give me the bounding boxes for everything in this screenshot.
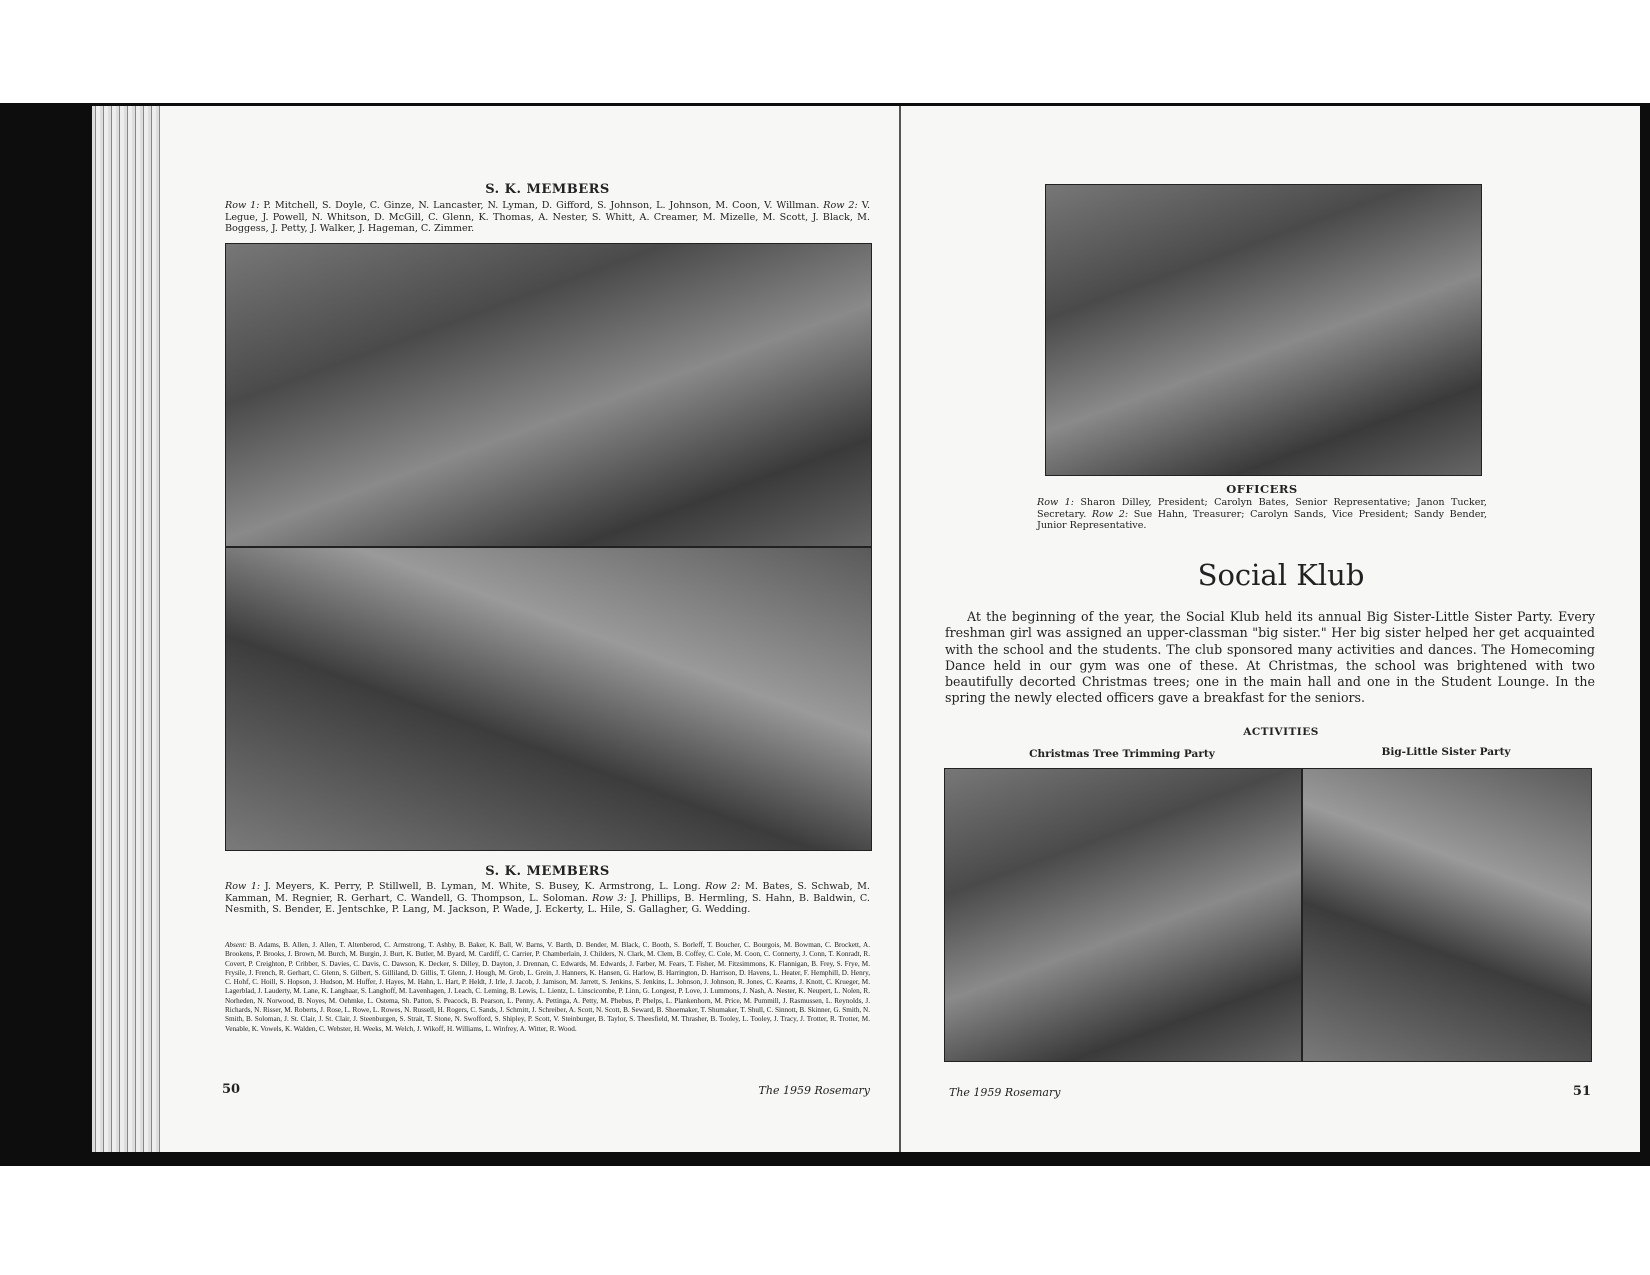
absent-label: Absent: (225, 941, 247, 949)
row-names: Sue Hahn, Treasurer; Carolyn Sands, Vice President; Sandy Bender, Junior Representative. (1037, 508, 1487, 531)
right-page (901, 106, 1640, 1152)
row-label: Row 2: (705, 881, 741, 892)
big-little-sister-photo (1302, 768, 1592, 1062)
page-number-left: 50 (222, 1082, 241, 1097)
row-label: Row 3: (592, 892, 627, 904)
absent-list (225, 941, 870, 1034)
page-number-right: 51 (1572, 1084, 1591, 1099)
members-title-1: S. K. MEMBERS (485, 182, 610, 197)
members-title-2: S. K. MEMBERS (485, 864, 610, 879)
club-description: At the beginning of the year, the Social Klub held its annual Big Sister-Little Sister Party. Every freshman girl was assigned an upper-classman "big sister." Her big sister helped her get acquainted with the school and the students. The club sponsored many activities and dances. The Homecoming Dance held in our gym was one of these. At Christmas, the school was brightened with two beautifully decorted Christmas trees; one in the main hall and one in the Student Lounge. In the spring the newly elected officers gave a breakfast for the seniors. (945, 609, 1595, 706)
absent-names: B. Adams, B. Allen, J. Allen, T. Altenberod, C. Armstrong, T. Ashby, B. Baker, K. Ball, W. Barns, V. Barth, D. Bender, M. Black, C. Booth, S. Borleff, T. Boucher, C. Bourgois, M. Bowman, C. Brockett, A. Brookens, P. Brooks, J. Brown, M. Burch, M. Burgin, J. Burt, K. Butler, M. Byard, M. Cardiff, C. Carrier, P. Chamberlain, J. Childers, N. Clark, M. Clem, B. Coffey, C. Cole, M. Coon, C. Connerty, J. Conn, T. Konradt, R. Covert, P. Creighton, P. Cribber, S. Davies, C. Davis, C. Dawson, K. Decker, S. Dilley, D. Dayton, J. Drennan, C. Edwards, M. Edwards, J. Farber, M. Fears, T. Fisher, M. Fitzsimmons, K. Flannigan, B. Frey, S. Frye, M. Frysile, J. French, R. Gerhart, C. Glenn, S. Gilbert, S. Gilliland, D. Gillis, T. Glenn, J. Hough, M. Grob, L. Grein, J. Hanners, K. Hansen, G. Harlow, B. Harrington, D. Harrison, D. Havens, L. Heater, F. Hemphill, D. Henry, C. Hohf, C. Hoill, S. Hopson, J. Hudson, M. Huffer, J. Hayes, M. Hahn, L. Hart, P. Heldt, J. Irle, J. Jacob, J. Jamison, M. Jarrett, S. Jenkins, S. Jenkins, L. Johnson, J. Johnson, R. Jones, C. Kearns, J. Knott, C. Krueger, M. Lagerblad, J. Lauderty, M. Lane, K. Langhaar, S. Langhoff, M. Lavenhagen, J. Leach, C. Leming, B. Lewis, L. Lientz, L. Linscicombe, P. Linn, G. Longest, P. Love, J. Lummons, J. Nash, A. Nester, K. Neupert, L. Nolen, R. Norheden, N. Norwood, B. Noyes, M. Oehmke, L. Ostema, Sh. Patton, S. Peacock, B. Pearson, L. Penny, A. Pettinga, A. Petty, M. Phebus, P. Phelps, L. Plankenhorn, M. Price, M. Pummill, J. Rasmussen, L. Reynolds, J. Richards, N. Risser, M. Roberts, J. Rose, L. Rowe, L. Rowes, N. Russell, H. Rogers, C. Sands, J. Schmitt, J. Schreiber, A. Scott, N. Scott, B. Seward, B. Shoemaker, T. Shumaker, T. Shull, C. Sinnott, B. Skinner, G. Smith, N. Smith, B. Soloman, J. St. Clair, J. St. Clair, J. Steenburgen, S. Strait, T. Stone, N. Swofford, S. Shipley, P. Scott, V. Steinburger, B. Taylor, S. Theesfield, M. Thrasher, B. Tooley, L. Tooley, J. Tracy, J. Trotter, R. Trotter, M. Venable, K. Vowels, K. Walden, C. Webster, H. Weeks, M. Welch, J. Wikoff, H. Williams, L. Winfrey, A. Witter, R. Wood. (225, 941, 870, 1033)
officers-title: OFFICERS (1226, 482, 1298, 496)
activity-caption-2: Big-Little Sister Party (1381, 746, 1511, 758)
row-label: Row 1: (225, 881, 261, 892)
row-label: Row 1: (225, 200, 260, 211)
row-names: J. Phillips, B. Hermling, S. Hahn, B. Baldwin, C. Nesmith, S. Bender, E. Jentschke, P. Lang, M. Jackson, P. Wade, J. Eckerty, L. Hile, S. Gallagher, G. Wedding. (225, 892, 870, 915)
members-group-photo-1 (225, 243, 872, 547)
scan-border-left (0, 103, 92, 1166)
members-group-photo-2 (225, 547, 872, 851)
members-caption-1 (225, 200, 870, 235)
left-page (160, 106, 900, 1152)
row-label: Row 1: (1037, 497, 1074, 508)
row-label: Row 2: (823, 200, 858, 211)
row-names: M. Bates, S. Schwab, M. Kamman, M. Regnier, R. Gerhart, C. Wandell, G. Thompson, L. Soloman. (225, 881, 870, 904)
club-heading: Social Klub (1197, 558, 1365, 592)
book-page-edges (92, 106, 160, 1152)
members-caption-2 (225, 881, 870, 916)
row-names: J. Meyers, K. Perry, P. Stillwell, B. Lyman, M. White, S. Busey, K. Armstrong, L. Long. (260, 881, 706, 892)
row-label: Row 2: (1091, 508, 1129, 520)
row-names: V. Legue, J. Powell, N. Whitson, D. McGill, C. Glenn, K. Thomas, A. Nester, S. Whitt, A. Creamer, M. Mizelle, M. Scott, J. Black, M. Boggess, J. Petty, J. Walker, J. Hageman, C. Zimmer. (225, 200, 870, 234)
christmas-tree-photo (944, 768, 1302, 1062)
scan-border-right (1640, 103, 1650, 1166)
scan-border-bottom (0, 1152, 1650, 1166)
officers-caption (1037, 497, 1487, 532)
footer-left: The 1959 Rosemary (758, 1084, 870, 1097)
activity-caption-1: Christmas Tree Trimming Party (1029, 748, 1215, 760)
officers-photo (1045, 184, 1482, 476)
activities-title: ACTIVITIES (1243, 726, 1319, 738)
row-names: Sharon Dilley, President; Carolyn Bates, Senior Representative; Janon Tucker, Secretary. (1037, 497, 1487, 520)
footer-right: The 1959 Rosemary (949, 1086, 1061, 1099)
row-names: P. Mitchell, S. Doyle, C. Ginze, N. Lancaster, N. Lyman, D. Gifford, S. Johnson, L. Johnson, M. Coon, V. Willman. (259, 200, 824, 211)
